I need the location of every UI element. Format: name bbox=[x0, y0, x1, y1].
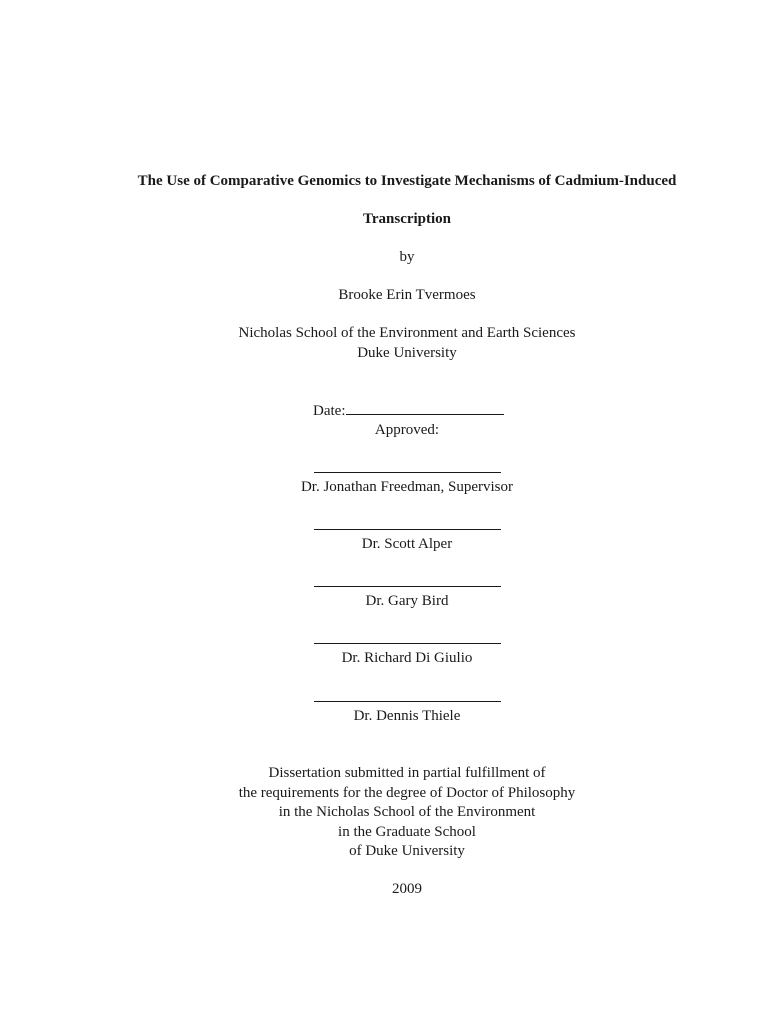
signature-line bbox=[314, 472, 501, 473]
committee-member: Dr. Gary Bird bbox=[365, 593, 449, 609]
university-name: Duke University bbox=[357, 345, 457, 361]
by-label: by bbox=[399, 249, 415, 265]
title-line-2: Transcription bbox=[362, 211, 452, 227]
committee-member: Dr. Scott Alper bbox=[361, 536, 453, 552]
signature-line bbox=[314, 586, 501, 587]
signature-line bbox=[314, 529, 501, 530]
author-name: Brooke Erin Tvermoes bbox=[338, 287, 476, 303]
statement-line: in the Nicholas School of the Environment bbox=[278, 804, 536, 820]
date-label: Date: bbox=[313, 403, 346, 419]
statement-line: Dissertation submitted in partial fulfillment of bbox=[268, 765, 546, 781]
statement-line: the requirements for the degree of Doctor of Philosophy bbox=[238, 785, 576, 801]
committee-member: Dr. Richard Di Giulio bbox=[341, 650, 473, 666]
committee-member: Dr. Jonathan Freedman, Supervisor bbox=[300, 479, 514, 495]
approved-label: Approved: bbox=[374, 422, 440, 438]
signature-line bbox=[314, 643, 501, 644]
committee-member: Dr. Dennis Thiele bbox=[353, 708, 461, 724]
statement-line: in the Graduate School bbox=[338, 824, 476, 840]
signature-line bbox=[314, 701, 501, 702]
date-blank-line bbox=[346, 401, 504, 415]
date-row bbox=[313, 401, 504, 421]
school-name: Nicholas School of the Environment and Earth Sciences bbox=[238, 325, 576, 341]
year: 2009 bbox=[392, 881, 422, 897]
title-line-1: The Use of Comparative Genomics to Investigate Mechanisms of Cadmium-Induced bbox=[137, 173, 677, 189]
statement-line: of Duke University bbox=[349, 843, 465, 859]
